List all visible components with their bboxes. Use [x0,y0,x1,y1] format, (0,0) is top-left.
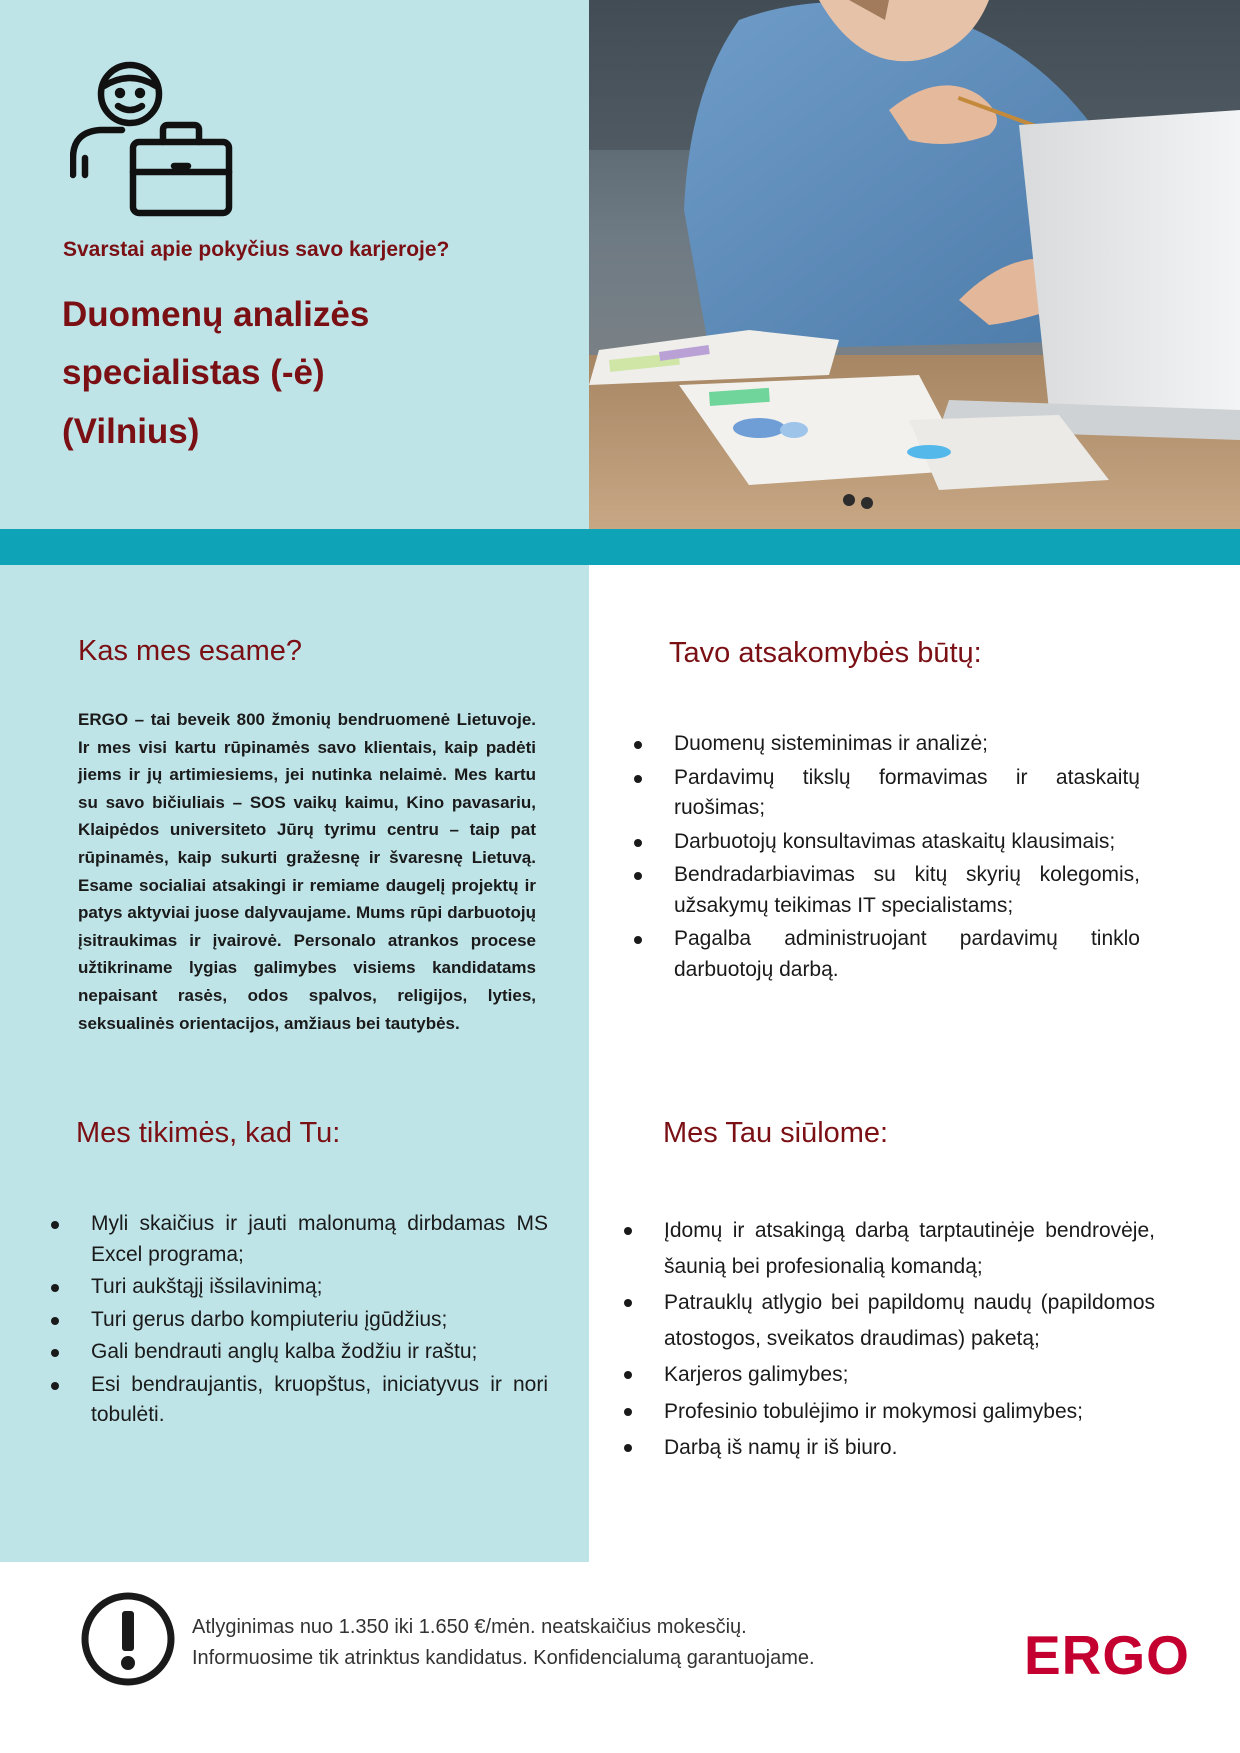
list-item: Myli skaičius ir jauti malonumą dirbdamas MS Excel programa; [48,1209,548,1270]
offer-list [621,1213,1155,1467]
expectations-heading: Mes tikimės, kad Tu: [76,1117,341,1149]
job-title: Duomenų analizės specialistas (-ė) [62,295,370,392]
about-heading: Kas mes esame? [78,635,303,667]
list-item: Patrauklų atlygio bei papildomų naudų (papildomos atostogos, sveikatos draudimas) paketą; [621,1285,1155,1356]
list-item: Pardavimų tikslų formavimas ir ataskaitų ruošimas; [631,763,1140,824]
list-item: Esi bendraujantis, kruopštus, iniciatyvus ir nori tobulėti. [48,1370,548,1431]
list-item: Pagalba administruojant pardavimų tinklo darbuotojų darbą. [631,924,1140,985]
ergo-logo: ERGO [1024,1624,1190,1686]
notice-text: Informuosime tik atrinktus kandidatus. Konfidencialumą garantuojame. [192,1647,815,1669]
teal-divider-band [0,529,1240,565]
expectations-list [48,1209,548,1433]
list-item: Įdomų ir atsakingą darbą tarptautinėje bendrovėje, šaunią bei profesionalią komandą; [621,1213,1155,1284]
job-location: (Vilnius) [62,412,200,451]
list-item: Profesinio tobulėjimo ir mokymosi galimybes; [621,1394,1155,1430]
list-item: Karjeros galimybes; [621,1357,1155,1393]
salary-text: Atlyginimas nuo 1.350 iki 1.650 €/mėn. neatskaičius mokesčių. [192,1616,747,1638]
eyebrow-question: Svarstai apie pokyčius savo karjeroje? [63,238,450,261]
about-text: ERGO – tai beveik 800 žmonių bendruomenė Lietuvoje. Ir mes visi kartu rūpinamės savo klientais, kaip padėti jiems ir jų artimiesiems, jei nutinka nelaimė. Mes kartu su savo bičiuliais – SOS vaikų kaimu, Kino pavasariu, Klaipėdos universiteto Jūrų tyrimu centru – taip pat rūpinamės, kaip sukurti gražesnę ir švaresnę Lietuvą. Esame socialiai atsakingi ir remiame daugelį projektų ir patys aktyviai juose dalyvaujame. Mums rūpi darbuotojų įsitraukimas ir įvairovė. Personalo atrankos procese užtikriname lygias galimybes visiems kandidatams nepaisant rasės, odos spalvos, religijos, lyties, seksualinės orientacijos, amžiaus bei tautybės. [78,710,536,1033]
list-item: Duomenų sisteminimas ir analizė; [631,729,1140,760]
list-item: Bendradarbiavimas su kitų skyrių kolegomis, užsakymų teikimas IT specialistams; [631,860,1140,921]
exclamation-circle-icon [80,1591,176,1687]
list-item: Darbą iš namų ir iš biuro. [621,1430,1155,1466]
list-item: Darbuotojų konsultavimas ataskaitų klausimais; [631,827,1140,858]
list-item: Turi aukštąjį išsilavinimą; [48,1272,548,1303]
responsibilities-list [631,729,1140,988]
responsibilities-heading: Tavo atsakomybės būtų: [669,637,982,669]
woman-at-laptop-photo [589,0,1240,529]
hero-panel [0,0,589,529]
list-item: Turi gerus darbo kompiuteriu įgūdžius; [48,1305,548,1336]
footer-note [192,1612,815,1674]
offer-heading: Mes Tau siūlome: [663,1117,889,1149]
person-with-briefcase-icon [70,60,235,220]
list-item: Gali bendrauti anglų kalba žodžiu ir raštu; [48,1337,548,1368]
